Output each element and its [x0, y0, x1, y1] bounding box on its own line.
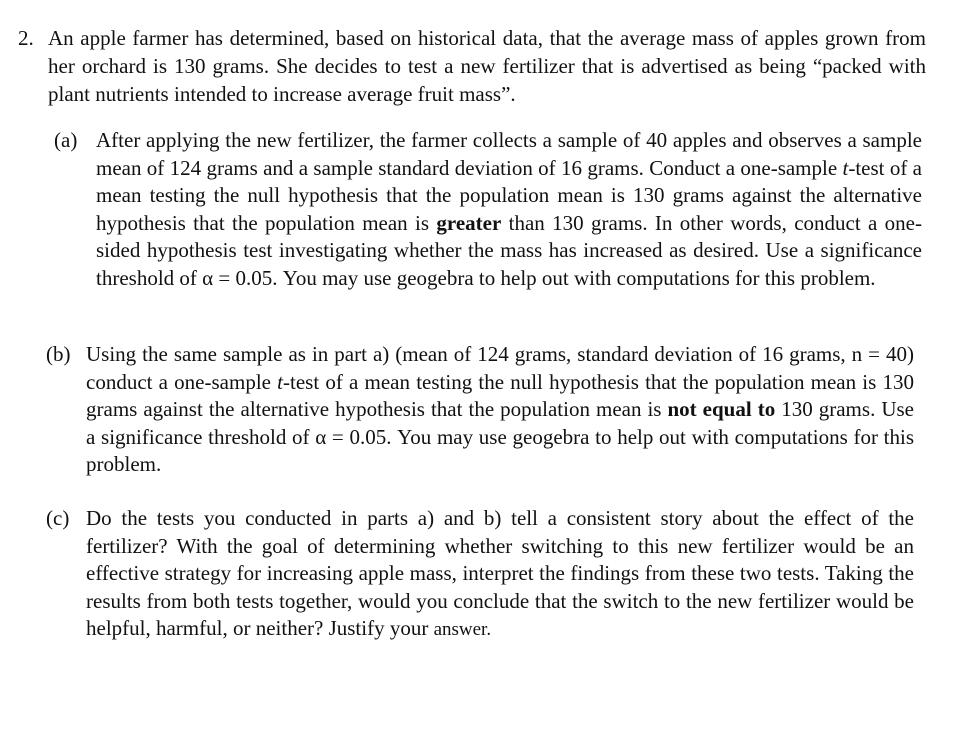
- part-b: [46, 341, 914, 479]
- part-c-text: [86, 505, 914, 644]
- part-b-text-3: -test of a mean testing the null hypothesis that the population mean is 130 grams against the alternative hypothesis that the population mean is: [86, 369, 914, 421]
- part-c-text-2: answer.: [433, 619, 492, 640]
- n-expression: n = 40: [851, 342, 908, 366]
- part-b-text-1: Using the same sample as in part a) (mean of 124 grams, standard deviation of 16 grams,: [86, 342, 852, 366]
- part-b-text: [86, 341, 914, 479]
- part-c-label: (c): [46, 506, 70, 530]
- part-a-text: [96, 127, 922, 292]
- part-b-label: (b): [46, 342, 71, 366]
- part-b-text-4: 130 grams. Use a significance threshold of: [86, 397, 914, 449]
- t-symbol: t: [277, 369, 283, 394]
- problem-number: 2.: [18, 26, 34, 50]
- part-a-text-4: . You may use geogebra to help out with computations for this problem.: [272, 265, 876, 290]
- alpha-expression: α = 0.05: [202, 265, 273, 290]
- part-a: [54, 127, 922, 292]
- part-a-emphasis: greater: [436, 210, 502, 235]
- part-a-label: (a): [54, 128, 78, 152]
- problem-stem-text: An apple farmer has determined, based on historical data, that the average mass of apples grown from her orchard is 130 grams. She decides to test a new fertilizer that is advertised as being “packed with plant nutrients intended to increase average fruit mass”.: [48, 26, 926, 106]
- part-b-text-5: . You may use geogebra to help out with computations for this problem.: [86, 424, 914, 476]
- problem-2: [18, 24, 926, 108]
- part-b-text-2: ) conduct a one-sample: [86, 342, 915, 394]
- part-c: [46, 505, 914, 644]
- alpha-expression: α = 0.05: [315, 424, 387, 449]
- part-a-text-3: than 130 grams. In other words, conduct a one-sided hypothesis test investigating whether the mass has increased as desired. Use a significance threshold of: [96, 210, 922, 290]
- part-b-emphasis: not equal to: [667, 397, 776, 421]
- part-a-text-1: After applying the new fertilizer, the farmer collects a sample of 40 apples and observes a sample mean of 124 grams and a sample standard deviation of 16 grams. Conduct a one-sample: [96, 128, 922, 180]
- t-symbol: t: [842, 155, 849, 180]
- part-a-text-2: -test of a mean testing the null hypothesis that the population mean is 130 grams against the alternative hypothesis that the population mean is: [96, 155, 922, 235]
- part-c-text-1: Do the tests you conducted in parts a) and b) tell a consistent story about the effect of the fertilizer? With the goal of determining whether switching to this new fertilizer would be an effective strategy for increasing apple mass, interpret the findings from these two tests. Taking the results from both tests together, would you conclude that the switch to the new fertilizer would be helpful, harmful, or neither? Justify your: [86, 506, 914, 640]
- problem-stem: [18, 24, 926, 108]
